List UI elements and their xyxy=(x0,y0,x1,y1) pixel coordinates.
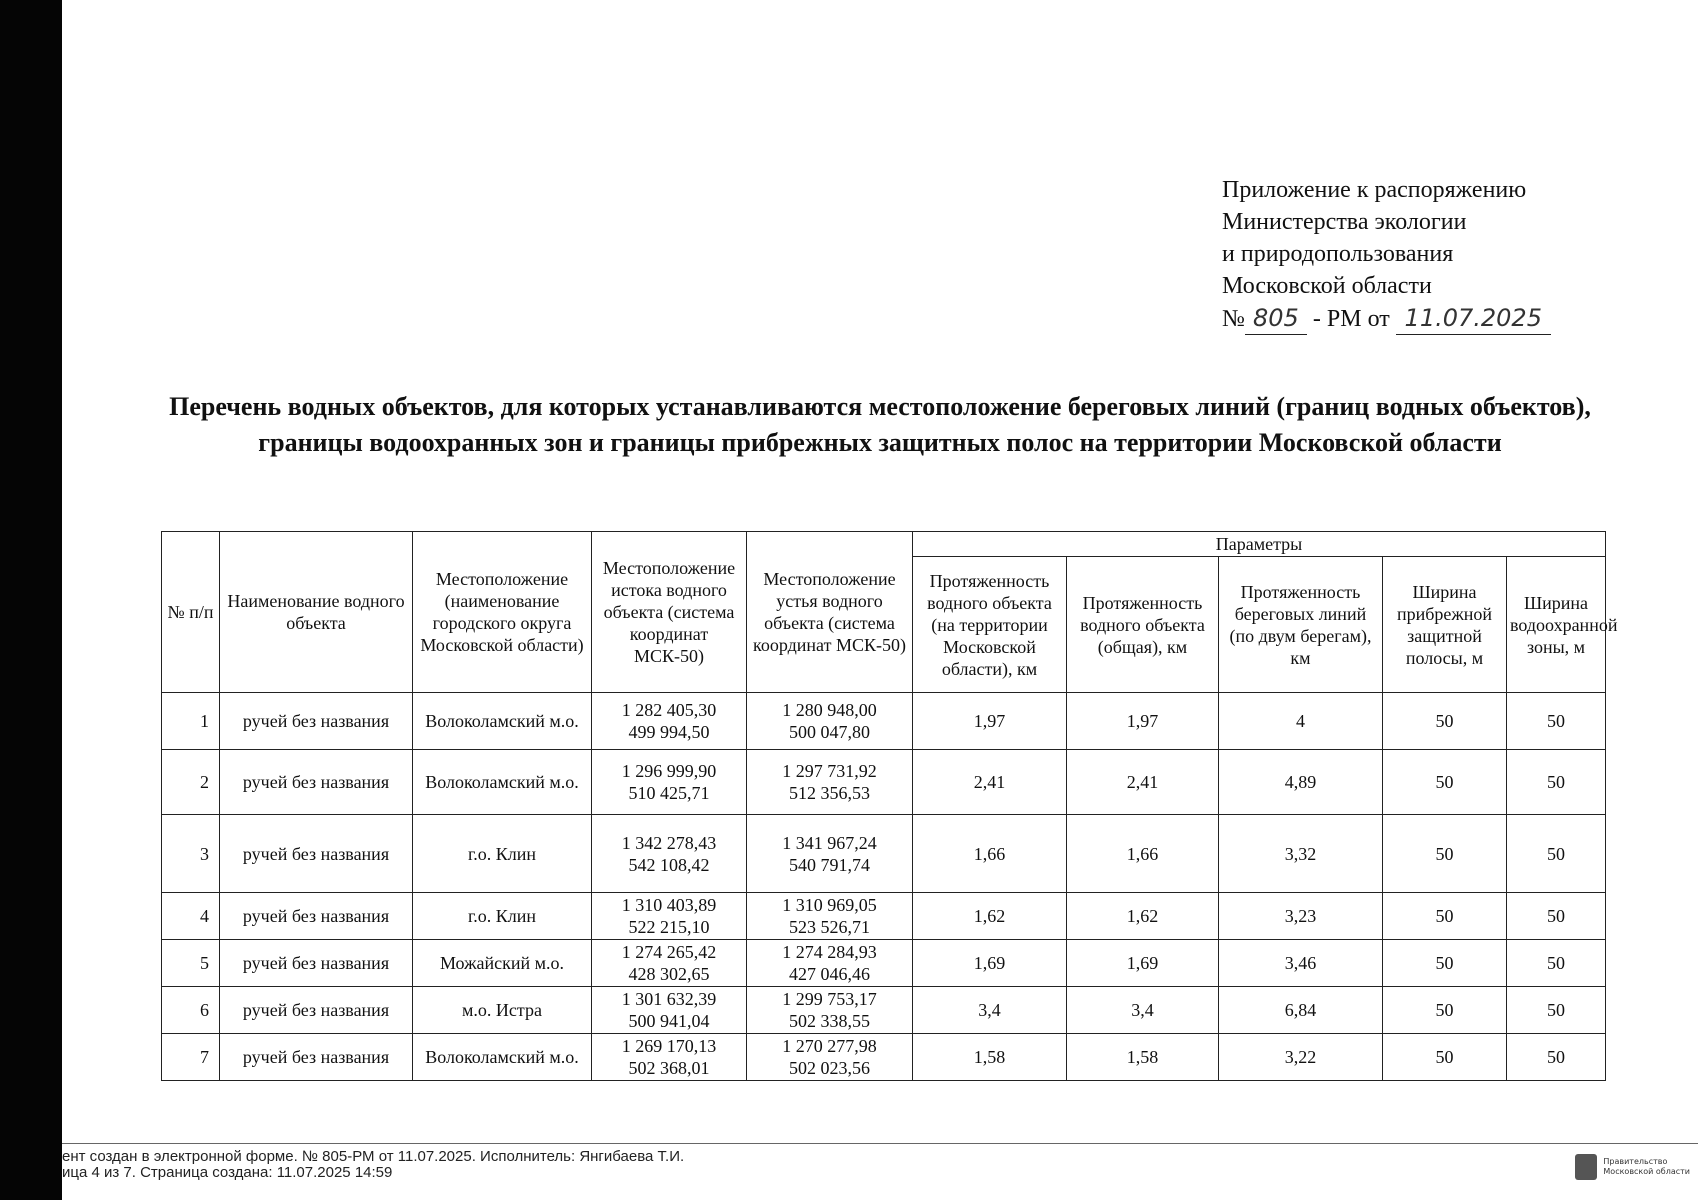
cell-shore: 3,32 xyxy=(1219,815,1383,893)
cell-strip: 50 xyxy=(1383,1034,1507,1081)
cell-num: 7 xyxy=(162,1034,220,1081)
mouth-y: 502 023,56 xyxy=(789,1058,870,1078)
source-x: 1 310 403,89 xyxy=(621,895,717,915)
header-name: Наименование водного объекта xyxy=(220,532,413,693)
cell-mouth xyxy=(747,693,913,750)
cell-num: 6 xyxy=(162,987,220,1034)
document-title: Перечень водных объектов, для которых устанавливаются местоположение береговых линий (границ водных объектов), границы водоохранных зон и границы прибрежных защитных полос на территории Московской области xyxy=(169,392,1591,457)
mouth-x: 1 270 277,98 xyxy=(782,1036,877,1056)
mouth-x: 1 310 969,05 xyxy=(782,895,877,915)
mouth-y: 500 047,80 xyxy=(789,722,870,742)
handwritten-number: 805 xyxy=(1245,302,1307,335)
cell-source xyxy=(592,693,747,750)
cell-zone: 50 xyxy=(1507,893,1606,940)
handwritten-date: 11.07.2025 xyxy=(1396,302,1551,335)
header-params: Параметры xyxy=(913,532,1606,557)
cell-len-total: 1,69 xyxy=(1067,940,1219,987)
table-row xyxy=(162,893,1606,940)
header-mouth: Местоположение устья водного объекта (система координат МСК-50) xyxy=(747,532,913,693)
source-y: 510 425,71 xyxy=(628,783,710,803)
cell-source xyxy=(592,1034,747,1081)
mouth-y: 523 526,71 xyxy=(789,917,870,937)
source-y: 428 302,65 xyxy=(628,964,710,984)
header-num: № п/п xyxy=(162,532,220,693)
cell-source xyxy=(592,987,747,1034)
cell-len-total: 1,97 xyxy=(1067,693,1219,750)
cell-len-mo: 1,66 xyxy=(913,815,1067,893)
source-x: 1 282 405,30 xyxy=(621,700,717,720)
source-y: 542 108,42 xyxy=(628,854,710,875)
cell-len-total: 2,41 xyxy=(1067,750,1219,815)
cell-strip: 50 xyxy=(1383,693,1507,750)
footer-text xyxy=(62,1149,684,1181)
cell-len-mo: 3,4 xyxy=(913,987,1067,1034)
mouth-y: 502 338,55 xyxy=(789,1011,870,1031)
cell-source xyxy=(592,940,747,987)
cell-name: ручей без названия xyxy=(220,750,413,815)
footer-line-1: ент создан в электронной форме. № 805-РМ от 11.07.2025. Исполнитель: Янгибаева Т.И. xyxy=(62,1148,685,1165)
cell-zone: 50 xyxy=(1507,940,1606,987)
cell-num: 4 xyxy=(162,893,220,940)
government-logo xyxy=(1575,1154,1690,1180)
cell-len-mo: 2,41 xyxy=(913,750,1067,815)
source-x: 1 269 170,13 xyxy=(621,1036,717,1056)
cell-strip: 50 xyxy=(1383,940,1507,987)
cell-location: Можайский м.о. xyxy=(413,940,592,987)
cell-shore: 3,46 xyxy=(1219,940,1383,987)
water-objects-table xyxy=(161,531,1618,1081)
cell-shore: 3,23 xyxy=(1219,893,1383,940)
source-y: 522 215,10 xyxy=(628,917,710,937)
cell-strip: 50 xyxy=(1383,815,1507,893)
cell-mouth xyxy=(747,1034,913,1081)
source-x: 1 274 265,42 xyxy=(621,942,717,962)
cell-len-total: 1,62 xyxy=(1067,893,1219,940)
cell-name: ручей без названия xyxy=(220,693,413,750)
appendix-line-1: Приложение к распоряжению xyxy=(1222,177,1527,203)
cell-num: 1 xyxy=(162,693,220,750)
scan-left-edge xyxy=(0,0,62,1200)
source-x: 1 301 632,39 xyxy=(621,989,717,1009)
mouth-x: 1 297 731,92 xyxy=(782,761,877,781)
cell-strip: 50 xyxy=(1383,750,1507,815)
cell-mouth xyxy=(747,815,913,893)
header-strip: Ширина прибрежной защитной полосы, м xyxy=(1383,557,1507,693)
table-row xyxy=(162,940,1606,987)
cell-location: м.о. Истра xyxy=(413,987,592,1034)
cell-strip: 50 xyxy=(1383,893,1507,940)
cell-strip: 50 xyxy=(1383,987,1507,1034)
cell-name: ручей без названия xyxy=(220,940,413,987)
table-row xyxy=(162,815,1606,893)
footer-line-2: ица 4 из 7. Страница создана: 11.07.2025 14:59 xyxy=(62,1164,393,1181)
cell-location: Волоколамский м.о. xyxy=(413,1034,592,1081)
cell-shore: 4,89 xyxy=(1219,750,1383,815)
cell-len-mo: 1,69 xyxy=(913,940,1067,987)
cell-name: ручей без названия xyxy=(220,893,413,940)
cell-location: г.о. Клин xyxy=(413,893,592,940)
header-source: Местоположение истока водного объекта (система координат МСК-50) xyxy=(592,532,747,693)
source-x: 1 296 999,90 xyxy=(621,761,717,781)
cell-len-mo: 1,62 xyxy=(913,893,1067,940)
cell-mouth xyxy=(747,987,913,1034)
cell-name: ручей без названия xyxy=(220,815,413,893)
header-len-mo: Протяженность водного объекта (на территории Московской области), км xyxy=(913,557,1067,693)
cell-num: 3 xyxy=(162,815,220,893)
mouth-x: 1 274 284,93 xyxy=(782,942,877,962)
cell-source xyxy=(592,893,747,940)
cell-source xyxy=(592,750,747,815)
appendix-line-3: и природопользования xyxy=(1222,241,1454,267)
source-y: 500 941,04 xyxy=(628,1011,710,1031)
cell-len-total: 3,4 xyxy=(1067,987,1219,1034)
mouth-y: 512 356,53 xyxy=(789,783,870,803)
source-y: 502 368,01 xyxy=(628,1058,710,1078)
cell-location: Волоколамский м.о. xyxy=(413,750,592,815)
appendix-line-4: Московской области xyxy=(1222,273,1432,299)
coat-of-arms-icon xyxy=(1575,1154,1597,1180)
cell-mouth xyxy=(747,940,913,987)
table-row xyxy=(162,750,1606,815)
logo-line-1: Правительство xyxy=(1603,1157,1668,1166)
header-shore: Протяженность береговых линий (по двум берегам), км xyxy=(1219,557,1383,693)
table-row xyxy=(162,1034,1606,1081)
footer xyxy=(62,1143,1698,1201)
appendix-number-line xyxy=(1222,302,1582,335)
cell-len-mo: 1,97 xyxy=(913,693,1067,750)
header-location: Местоположение (наименование городского округа Московской области) xyxy=(413,532,592,693)
logo-text xyxy=(1603,1157,1690,1177)
logo-line-2: Московской области xyxy=(1603,1167,1690,1176)
cell-name: ручей без названия xyxy=(220,987,413,1034)
source-x: 1 342 278,43 xyxy=(621,832,717,853)
cell-mouth xyxy=(747,750,913,815)
cell-num: 2 xyxy=(162,750,220,815)
source-y: 499 994,50 xyxy=(628,722,710,742)
cell-source xyxy=(592,815,747,893)
number-prefix: № xyxy=(1222,306,1245,332)
header-len-total: Протяженность водного объекта (общая), км xyxy=(1067,557,1219,693)
cell-zone: 50 xyxy=(1507,750,1606,815)
mouth-y: 540 791,74 xyxy=(789,854,870,875)
cell-zone: 50 xyxy=(1507,1034,1606,1081)
cell-len-total: 1,58 xyxy=(1067,1034,1219,1081)
cell-num: 5 xyxy=(162,940,220,987)
cell-len-mo: 1,58 xyxy=(913,1034,1067,1081)
cell-name: ручей без названия xyxy=(220,1034,413,1081)
cell-zone: 50 xyxy=(1507,815,1606,893)
cell-location: Волоколамский м.о. xyxy=(413,693,592,750)
mouth-x: 1 299 753,17 xyxy=(782,989,877,1009)
cell-location: г.о. Клин xyxy=(413,815,592,893)
cell-zone: 50 xyxy=(1507,987,1606,1034)
mouth-x: 1 280 948,00 xyxy=(782,700,877,720)
mouth-y: 427 046,46 xyxy=(789,964,870,984)
cell-shore: 6,84 xyxy=(1219,987,1383,1034)
cell-shore: 4 xyxy=(1219,693,1383,750)
appendix-middle: - РМ от xyxy=(1312,306,1390,332)
cell-len-total: 1,66 xyxy=(1067,815,1219,893)
table-row xyxy=(162,987,1606,1034)
mouth-x: 1 341 967,24 xyxy=(782,832,877,853)
cell-zone: 50 xyxy=(1507,693,1606,750)
header-zone: Ширина водоохранной зоны, м xyxy=(1507,557,1606,693)
table-row xyxy=(162,693,1606,750)
cell-shore: 3,22 xyxy=(1219,1034,1383,1081)
cell-mouth xyxy=(747,893,913,940)
appendix-line-2: Министерства экологии xyxy=(1222,209,1467,235)
appendix-block xyxy=(1222,174,1582,335)
